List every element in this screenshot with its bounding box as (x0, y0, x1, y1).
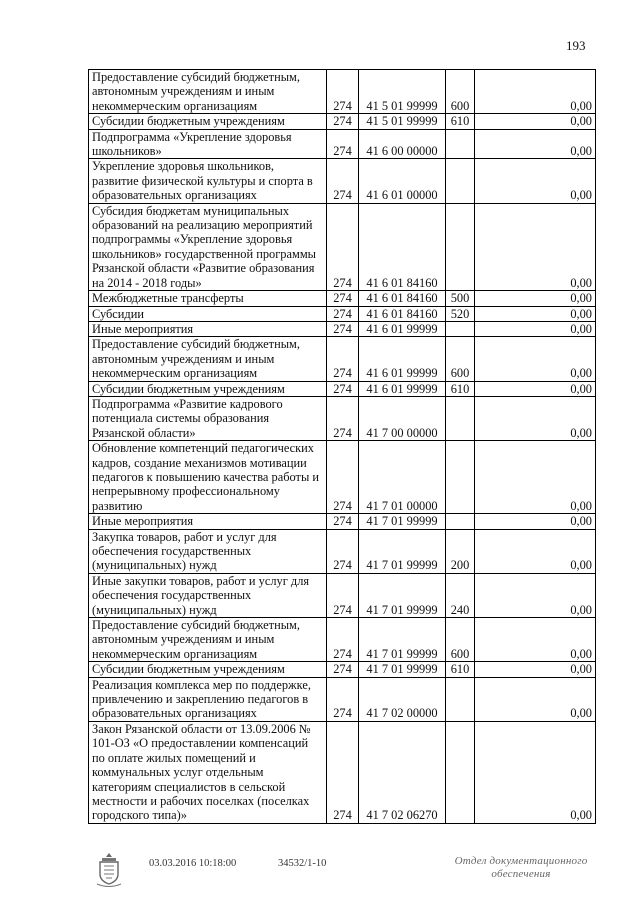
row-ks: 41 6 00 00000 (359, 129, 446, 159)
row-name: Иные мероприятия (89, 321, 327, 336)
table-row (89, 337, 596, 381)
row-vr: 500 (446, 291, 475, 306)
row-vr: 610 (446, 381, 475, 396)
table-row (89, 662, 596, 677)
row-ks: 41 7 01 99999 (359, 573, 446, 617)
row-name: Субсидии (89, 306, 327, 321)
table-row (89, 441, 596, 514)
row-ns: 274 (327, 306, 359, 321)
row-name: Предоставление субсидий бюджетным, автономным учреждениям и иным некоммерческим организациям (89, 337, 327, 381)
row-ks: 41 6 01 00000 (359, 159, 446, 203)
row-ks: 41 5 01 99999 (359, 114, 446, 129)
row-sum: 0,00 (475, 662, 596, 677)
table-row (89, 618, 596, 662)
table-row (89, 677, 596, 721)
budget-table (88, 69, 596, 824)
coat-of-arms-icon (94, 850, 124, 888)
row-sum: 0,00 (475, 721, 596, 823)
table-row (89, 203, 596, 290)
row-name: Предоставление субсидий бюджетным, автономным учреждениям и иным некоммерческим организациям (89, 618, 327, 662)
row-ks: 41 7 01 99999 (359, 514, 446, 529)
row-ns: 274 (327, 321, 359, 336)
row-ks: 41 7 02 00000 (359, 677, 446, 721)
row-name: Подпрограмма «Развитие кадрового потенциала системы образования Рязанской области» (89, 396, 327, 440)
row-ks: 41 6 01 84160 (359, 291, 446, 306)
row-ks: 41 6 01 99999 (359, 337, 446, 381)
row-vr: 520 (446, 306, 475, 321)
row-sum: 0,00 (475, 129, 596, 159)
row-sum: 0,00 (475, 291, 596, 306)
row-vr: 200 (446, 529, 475, 573)
footer-datetime: 03.03.2016 10:18:00 (149, 858, 237, 869)
row-sum: 0,00 (475, 677, 596, 721)
row-ks: 41 7 01 99999 (359, 529, 446, 573)
row-name: Подпрограмма «Укрепление здоровья школьников» (89, 129, 327, 159)
row-name: Субсидии бюджетным учреждениям (89, 662, 327, 677)
row-ns: 274 (327, 618, 359, 662)
row-ks: 41 7 01 00000 (359, 441, 446, 514)
footer-department: Отдел документационного обеспечения (454, 855, 588, 880)
table-row (89, 514, 596, 529)
row-name: Закупка товаров, работ и услуг для обеспечения государственных (муниципальных) нужд (89, 529, 327, 573)
row-sum: 0,00 (475, 441, 596, 514)
row-ks: 41 7 02 06270 (359, 721, 446, 823)
row-ns: 274 (327, 381, 359, 396)
row-name: Закон Рязанской области от 13.09.2006 № 101-ОЗ «О предоставлении компенсаций по оплате жилых помещений и коммунальных услуг отдельным категориям специалистов в сельской местности и рабочих поселках (поселках городского типа)» (89, 721, 327, 823)
row-vr: 600 (446, 70, 475, 114)
row-sum: 0,00 (475, 70, 596, 114)
row-ns: 274 (327, 721, 359, 823)
row-name: Реализация комплекса мер по поддержке, привлечению и закреплению педагогов в образовательных организациях (89, 677, 327, 721)
row-ns: 274 (327, 677, 359, 721)
row-ns: 274 (327, 529, 359, 573)
row-sum: 0,00 (475, 306, 596, 321)
table-row (89, 159, 596, 203)
row-name: Укрепление здоровья школьников, развитие физической культуры и спорта в образовательных организациях (89, 159, 327, 203)
row-ns: 274 (327, 203, 359, 290)
row-sum: 0,00 (475, 337, 596, 381)
table-row (89, 114, 596, 129)
row-sum: 0,00 (475, 114, 596, 129)
row-ks: 41 7 01 99999 (359, 662, 446, 677)
row-ns: 274 (327, 573, 359, 617)
row-sum: 0,00 (475, 203, 596, 290)
row-sum: 0,00 (475, 514, 596, 529)
row-ks: 41 5 01 99999 (359, 70, 446, 114)
row-vr (446, 514, 475, 529)
row-vr (446, 721, 475, 823)
row-ks: 41 6 01 99999 (359, 381, 446, 396)
row-vr (446, 129, 475, 159)
row-name: Субсидии бюджетным учреждениям (89, 381, 327, 396)
row-vr: 610 (446, 662, 475, 677)
row-name: Межбюджетные трансферты (89, 291, 327, 306)
row-vr: 240 (446, 573, 475, 617)
row-vr (446, 677, 475, 721)
row-sum: 0,00 (475, 321, 596, 336)
table-row (89, 291, 596, 306)
row-sum: 0,00 (475, 396, 596, 440)
row-ns: 274 (327, 129, 359, 159)
row-ns: 274 (327, 662, 359, 677)
row-vr (446, 441, 475, 514)
row-vr (446, 203, 475, 290)
row-ns: 274 (327, 291, 359, 306)
row-vr: 600 (446, 618, 475, 662)
table-row (89, 129, 596, 159)
row-vr (446, 396, 475, 440)
row-ns: 274 (327, 337, 359, 381)
page-number: 193 (566, 38, 586, 53)
row-name: Иные мероприятия (89, 514, 327, 529)
table-row (89, 396, 596, 440)
row-sum: 0,00 (475, 529, 596, 573)
row-ks: 41 6 01 84160 (359, 203, 446, 290)
row-ns: 274 (327, 159, 359, 203)
row-ks: 41 7 00 00000 (359, 396, 446, 440)
row-name: Субсидия бюджетам муниципальных образований на реализацию мероприятий подпрограммы «Укрепление здоровья школьников» государственной программы Рязанской области «Развитие образования на 2014 - 2018 годы» (89, 203, 327, 290)
row-sum: 0,00 (475, 381, 596, 396)
table-row (89, 306, 596, 321)
row-name: Обновление компетенций педагогических кадров, создание механизмов мотивации педагогов к повышению качества работы и непрерывному профессиональному развитию (89, 441, 327, 514)
row-sum: 0,00 (475, 618, 596, 662)
row-vr (446, 321, 475, 336)
row-vr: 600 (446, 337, 475, 381)
row-name: Иные закупки товаров, работ и услуг для обеспечения государственных (муниципальных) нужд (89, 573, 327, 617)
row-ns: 274 (327, 441, 359, 514)
row-vr: 610 (446, 114, 475, 129)
row-ns: 274 (327, 396, 359, 440)
table-row (89, 529, 596, 573)
table-row (89, 573, 596, 617)
row-ks: 41 6 01 99999 (359, 321, 446, 336)
footer-doc-number: 34532/1-10 (278, 858, 327, 869)
row-ks: 41 6 01 84160 (359, 306, 446, 321)
row-sum: 0,00 (475, 573, 596, 617)
table-row (89, 70, 596, 114)
table-row (89, 321, 596, 336)
row-ns: 274 (327, 114, 359, 129)
row-ns: 274 (327, 514, 359, 529)
row-sum: 0,00 (475, 159, 596, 203)
table-row (89, 721, 596, 823)
table-row (89, 381, 596, 396)
row-ks: 41 7 01 99999 (359, 618, 446, 662)
row-name: Субсидии бюджетным учреждениям (89, 114, 327, 129)
row-name: Предоставление субсидий бюджетным, автономным учреждениям и иным некоммерческим организациям (89, 70, 327, 114)
row-vr (446, 159, 475, 203)
row-ns: 274 (327, 70, 359, 114)
